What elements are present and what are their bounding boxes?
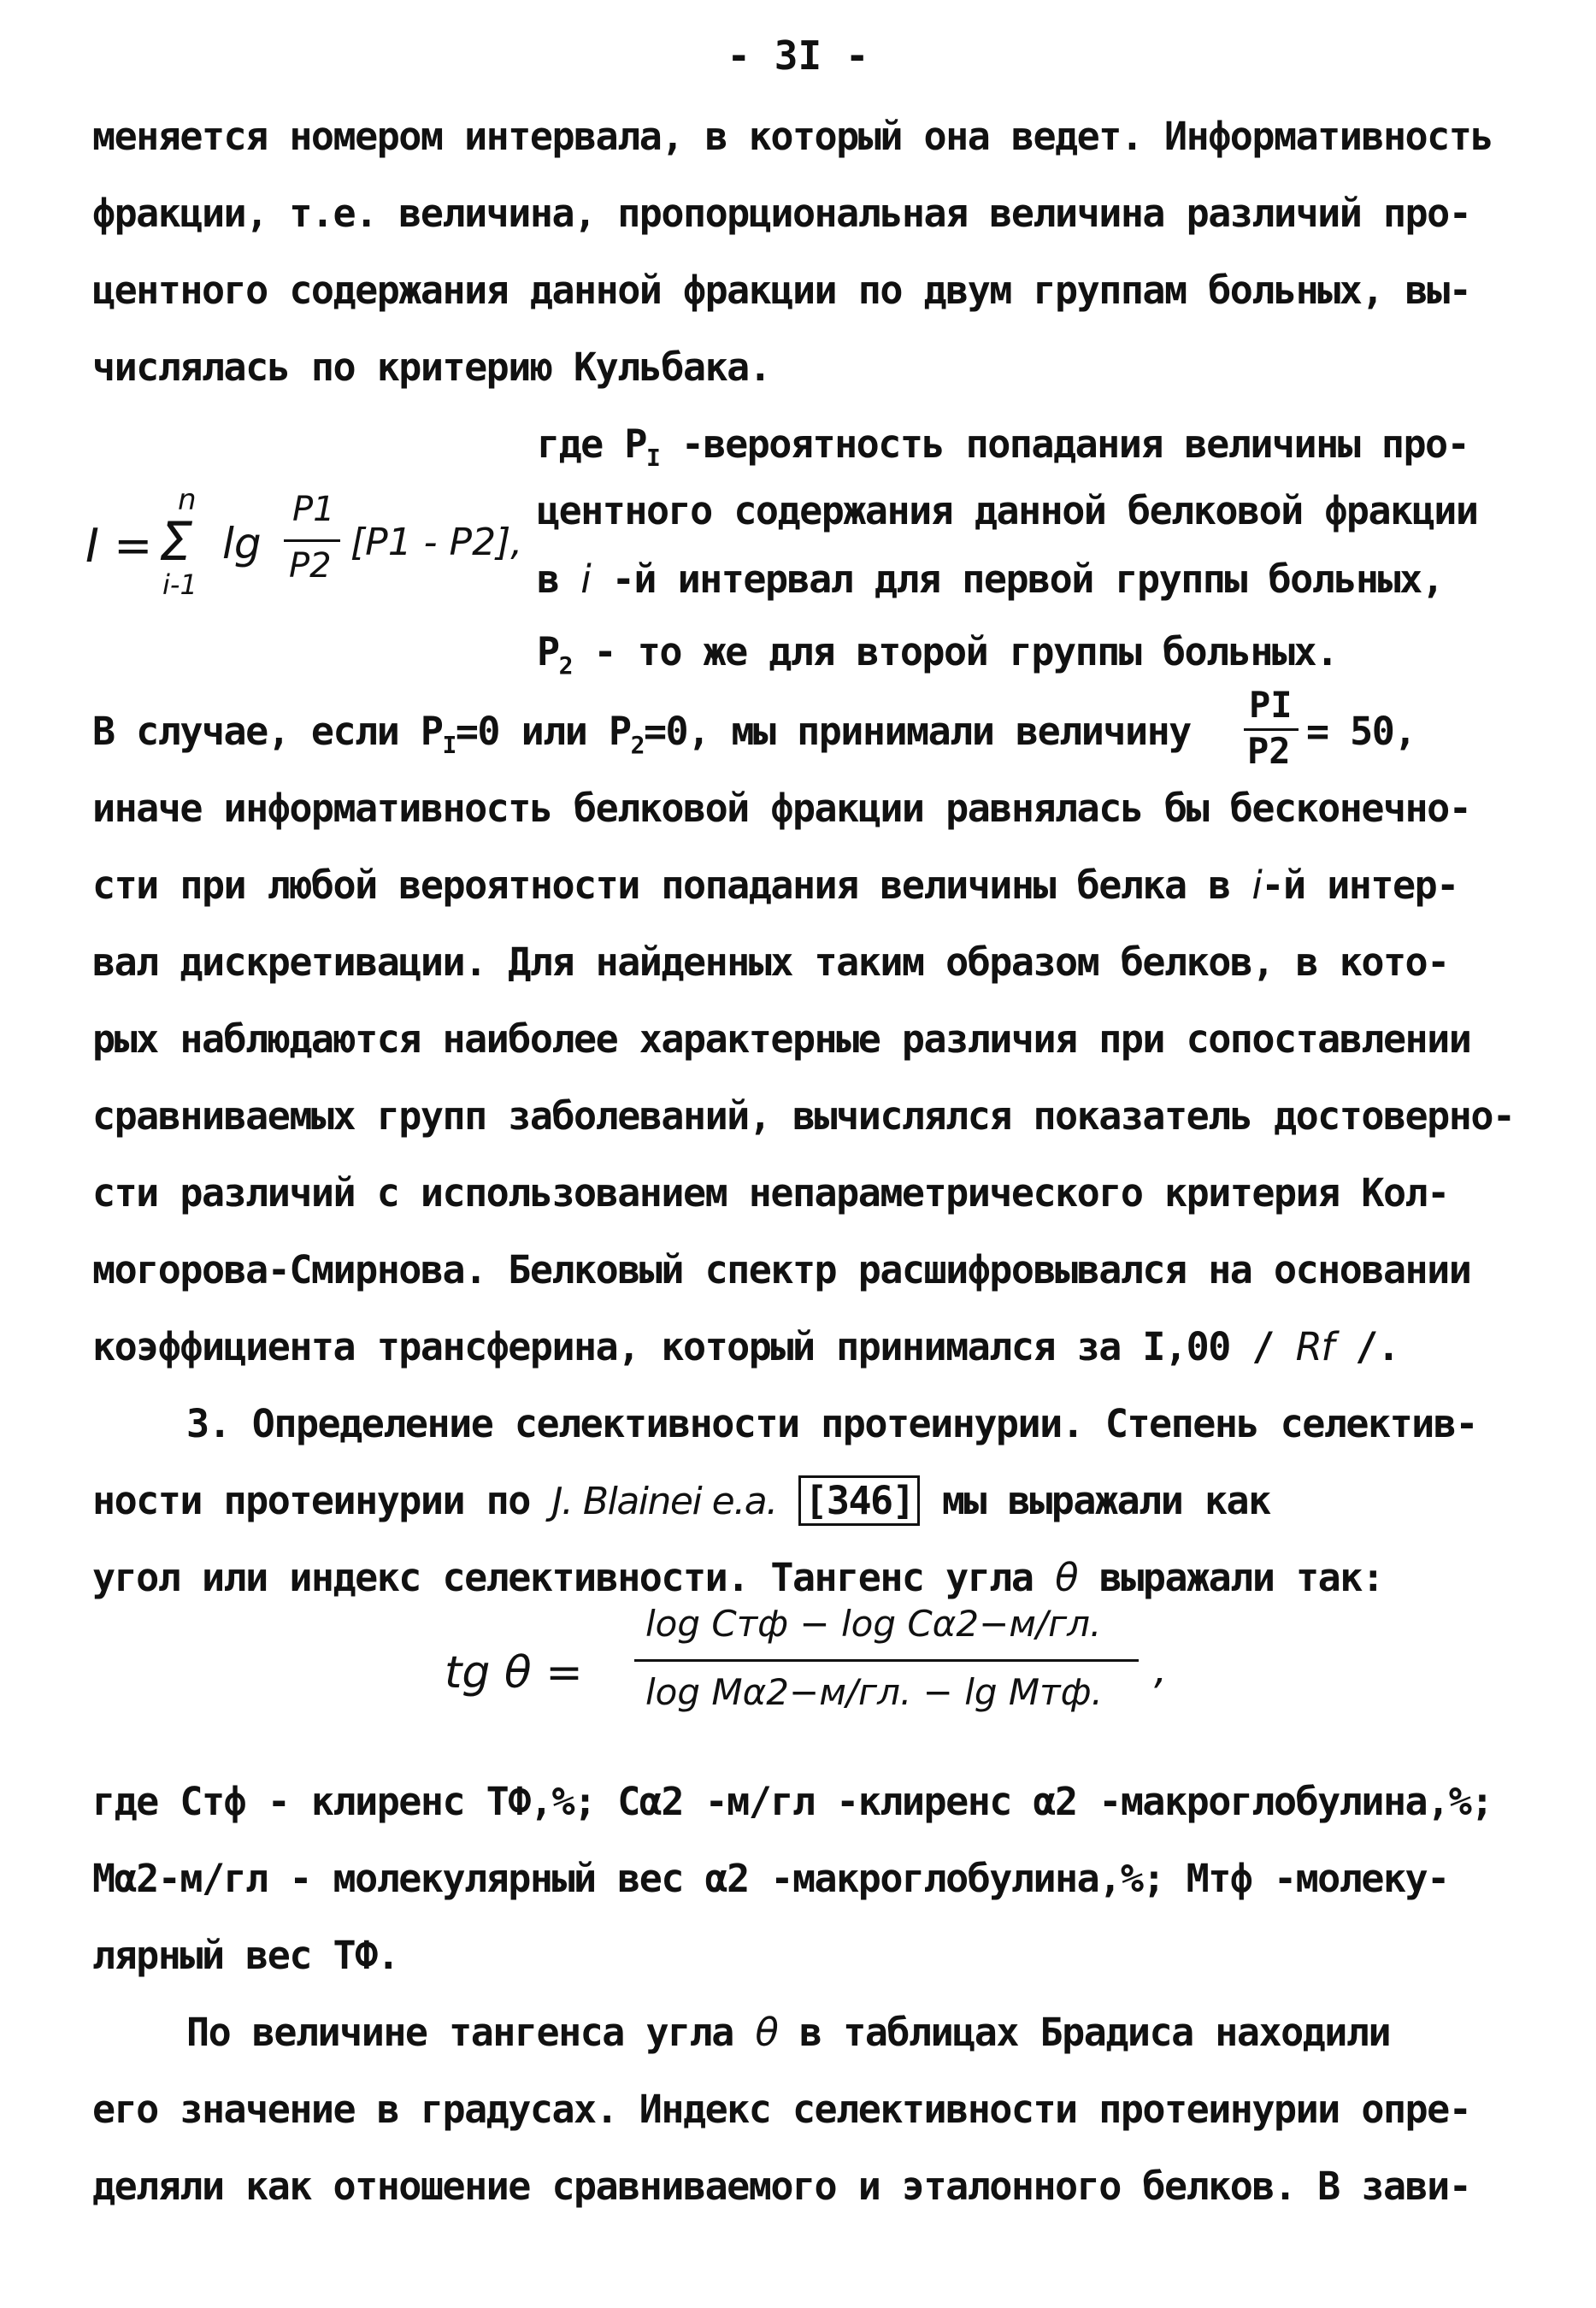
case-text: =0, мы принимали величину — [643, 709, 1191, 754]
page-number: - 3I - — [727, 32, 869, 79]
where-line — [537, 628, 1511, 690]
subscript-2: 2 — [558, 651, 572, 680]
text-line: фракции, т.е. величина, пропорциональная величина различий про- — [92, 191, 1471, 236]
text-line: его значение в градусах. Индекс селективности протеинурии опре- — [92, 2087, 1471, 2132]
fraction-p1-p2 — [284, 483, 344, 603]
line-text: По величине тангенса угла — [186, 2010, 733, 2055]
where-text: -й интервал для первой группы больных, — [611, 556, 1444, 602]
subscript-2: 2 — [630, 731, 644, 759]
where-line: в i -й интервал для первой группы больных, — [537, 556, 1444, 602]
text-line: числялась по критерию Кульбака. — [92, 344, 771, 390]
text-line: деляли как отношение сравниваемого и эталонного белков. В зави- — [92, 2164, 1471, 2209]
where-line: где $P_I$ -вероятность попадания величины про- — [537, 421, 1469, 472]
formula-comma: , — [1154, 1646, 1168, 1693]
subscript-i: I — [645, 444, 660, 472]
text-line: Mα2-м/гл - молекулярный вес α2 -макроглобулина,%; Mтф -молеку- — [92, 1856, 1449, 1901]
text-line: сти различий с использованием непараметрического критерия Кол- — [92, 1170, 1449, 1216]
case-text: В случае, если P — [92, 709, 443, 754]
case-text: =0 или P — [455, 709, 631, 754]
index-i: i — [1251, 863, 1262, 908]
text-line: меняется номером интервала, в который она ведет. Информативность — [92, 114, 1493, 159]
kullback-formula — [85, 483, 547, 603]
formula-lhs: tg θ = — [445, 1647, 583, 1699]
where-text: - то же для второй группы больных. — [571, 629, 1338, 674]
text-line: рых наблюдаются наиболее характерные различия при сопоставлении — [92, 1016, 1471, 1062]
text-line: могорова-Смирнова. Белковый спектр расшифровывался на основании — [92, 1247, 1471, 1292]
theta-symbol: θ — [1055, 1555, 1078, 1600]
line-text: в таблицах Брадиса находили — [799, 2010, 1391, 2055]
subscript-i: I — [442, 731, 456, 759]
ratio-denominator: P2 — [1247, 730, 1291, 772]
text-line — [92, 1323, 1511, 1371]
sum-symbol: Σ — [159, 510, 193, 573]
fraction-bar — [284, 539, 340, 542]
where-line: центного содержания данной белковой фракции — [537, 488, 1478, 533]
text-line — [92, 862, 1511, 910]
line-text: -й интер- — [1261, 863, 1458, 908]
ratio-value: = 50, — [1306, 709, 1416, 754]
text-line: сравниваемых групп заболеваний, вычислялся показатель достоверно- — [92, 1093, 1515, 1139]
line-text: выражали так: — [1098, 1555, 1384, 1600]
line-text: ности протеинурии по — [92, 1478, 530, 1523]
index-i: i — [580, 556, 591, 602]
formula-bar — [634, 1659, 1139, 1662]
line-text: /. — [1355, 1324, 1399, 1369]
sum-lower-limit: i-1 — [162, 568, 197, 601]
text-line — [186, 2009, 1511, 2057]
ratio-numerator: PI — [1249, 684, 1293, 726]
line-text: угол или индекс селективности. Тангенс угла — [92, 1555, 1034, 1600]
bracket-term: [P1 - P2], — [350, 521, 523, 564]
formula-numerator: log Cтф − log Cα2−м/гл. — [645, 1603, 1102, 1645]
formula-denominator: log Mα2−м/гл. − lg Mтф. — [645, 1671, 1103, 1713]
citation-number: [346] — [798, 1475, 920, 1526]
rf-symbol: Rf — [1295, 1324, 1334, 1369]
theta-symbol: θ — [755, 2010, 778, 2055]
text-line: лярный вес ТФ. — [92, 1933, 399, 1978]
line-text: сти при любой вероятности попадания величины белка в — [92, 863, 1230, 908]
author-reference: J. Blainei e.a. — [551, 1480, 777, 1523]
log-symbol: lg — [222, 519, 262, 568]
text-line: иначе информативность белковой фракции равнялась бы бесконечно- — [92, 786, 1471, 831]
fraction-numerator: P1 — [292, 490, 335, 529]
formula-lhs: I = — [85, 519, 153, 573]
p2-symbol: P — [537, 629, 559, 674]
ratio-fraction — [1244, 684, 1304, 778]
sum-upper-limit: n — [178, 483, 197, 517]
text-line: 3. Определение селективности протеинурии. Степень селектив- — [186, 1401, 1477, 1446]
fraction-denominator: P2 — [289, 546, 332, 586]
text-line: где Cтф - клиренс ТФ,%; Cα2 -м/гл -клиренс α2 -макроглобулина,%; — [92, 1779, 1493, 1824]
line-text: коэффициента трансферина, который принимался за I,00 / — [92, 1324, 1274, 1369]
text-line: центного содержания данной фракции по двум группам больных, вы- — [92, 268, 1471, 313]
line-text: мы выражали как — [941, 1478, 1270, 1523]
where-text: где P — [537, 421, 646, 467]
text-line — [92, 1477, 1511, 1526]
tangent-formula — [445, 1594, 1214, 1744]
text-line: вал дискретивации. Для найденных таким образом белков, в кото- — [92, 939, 1449, 985]
